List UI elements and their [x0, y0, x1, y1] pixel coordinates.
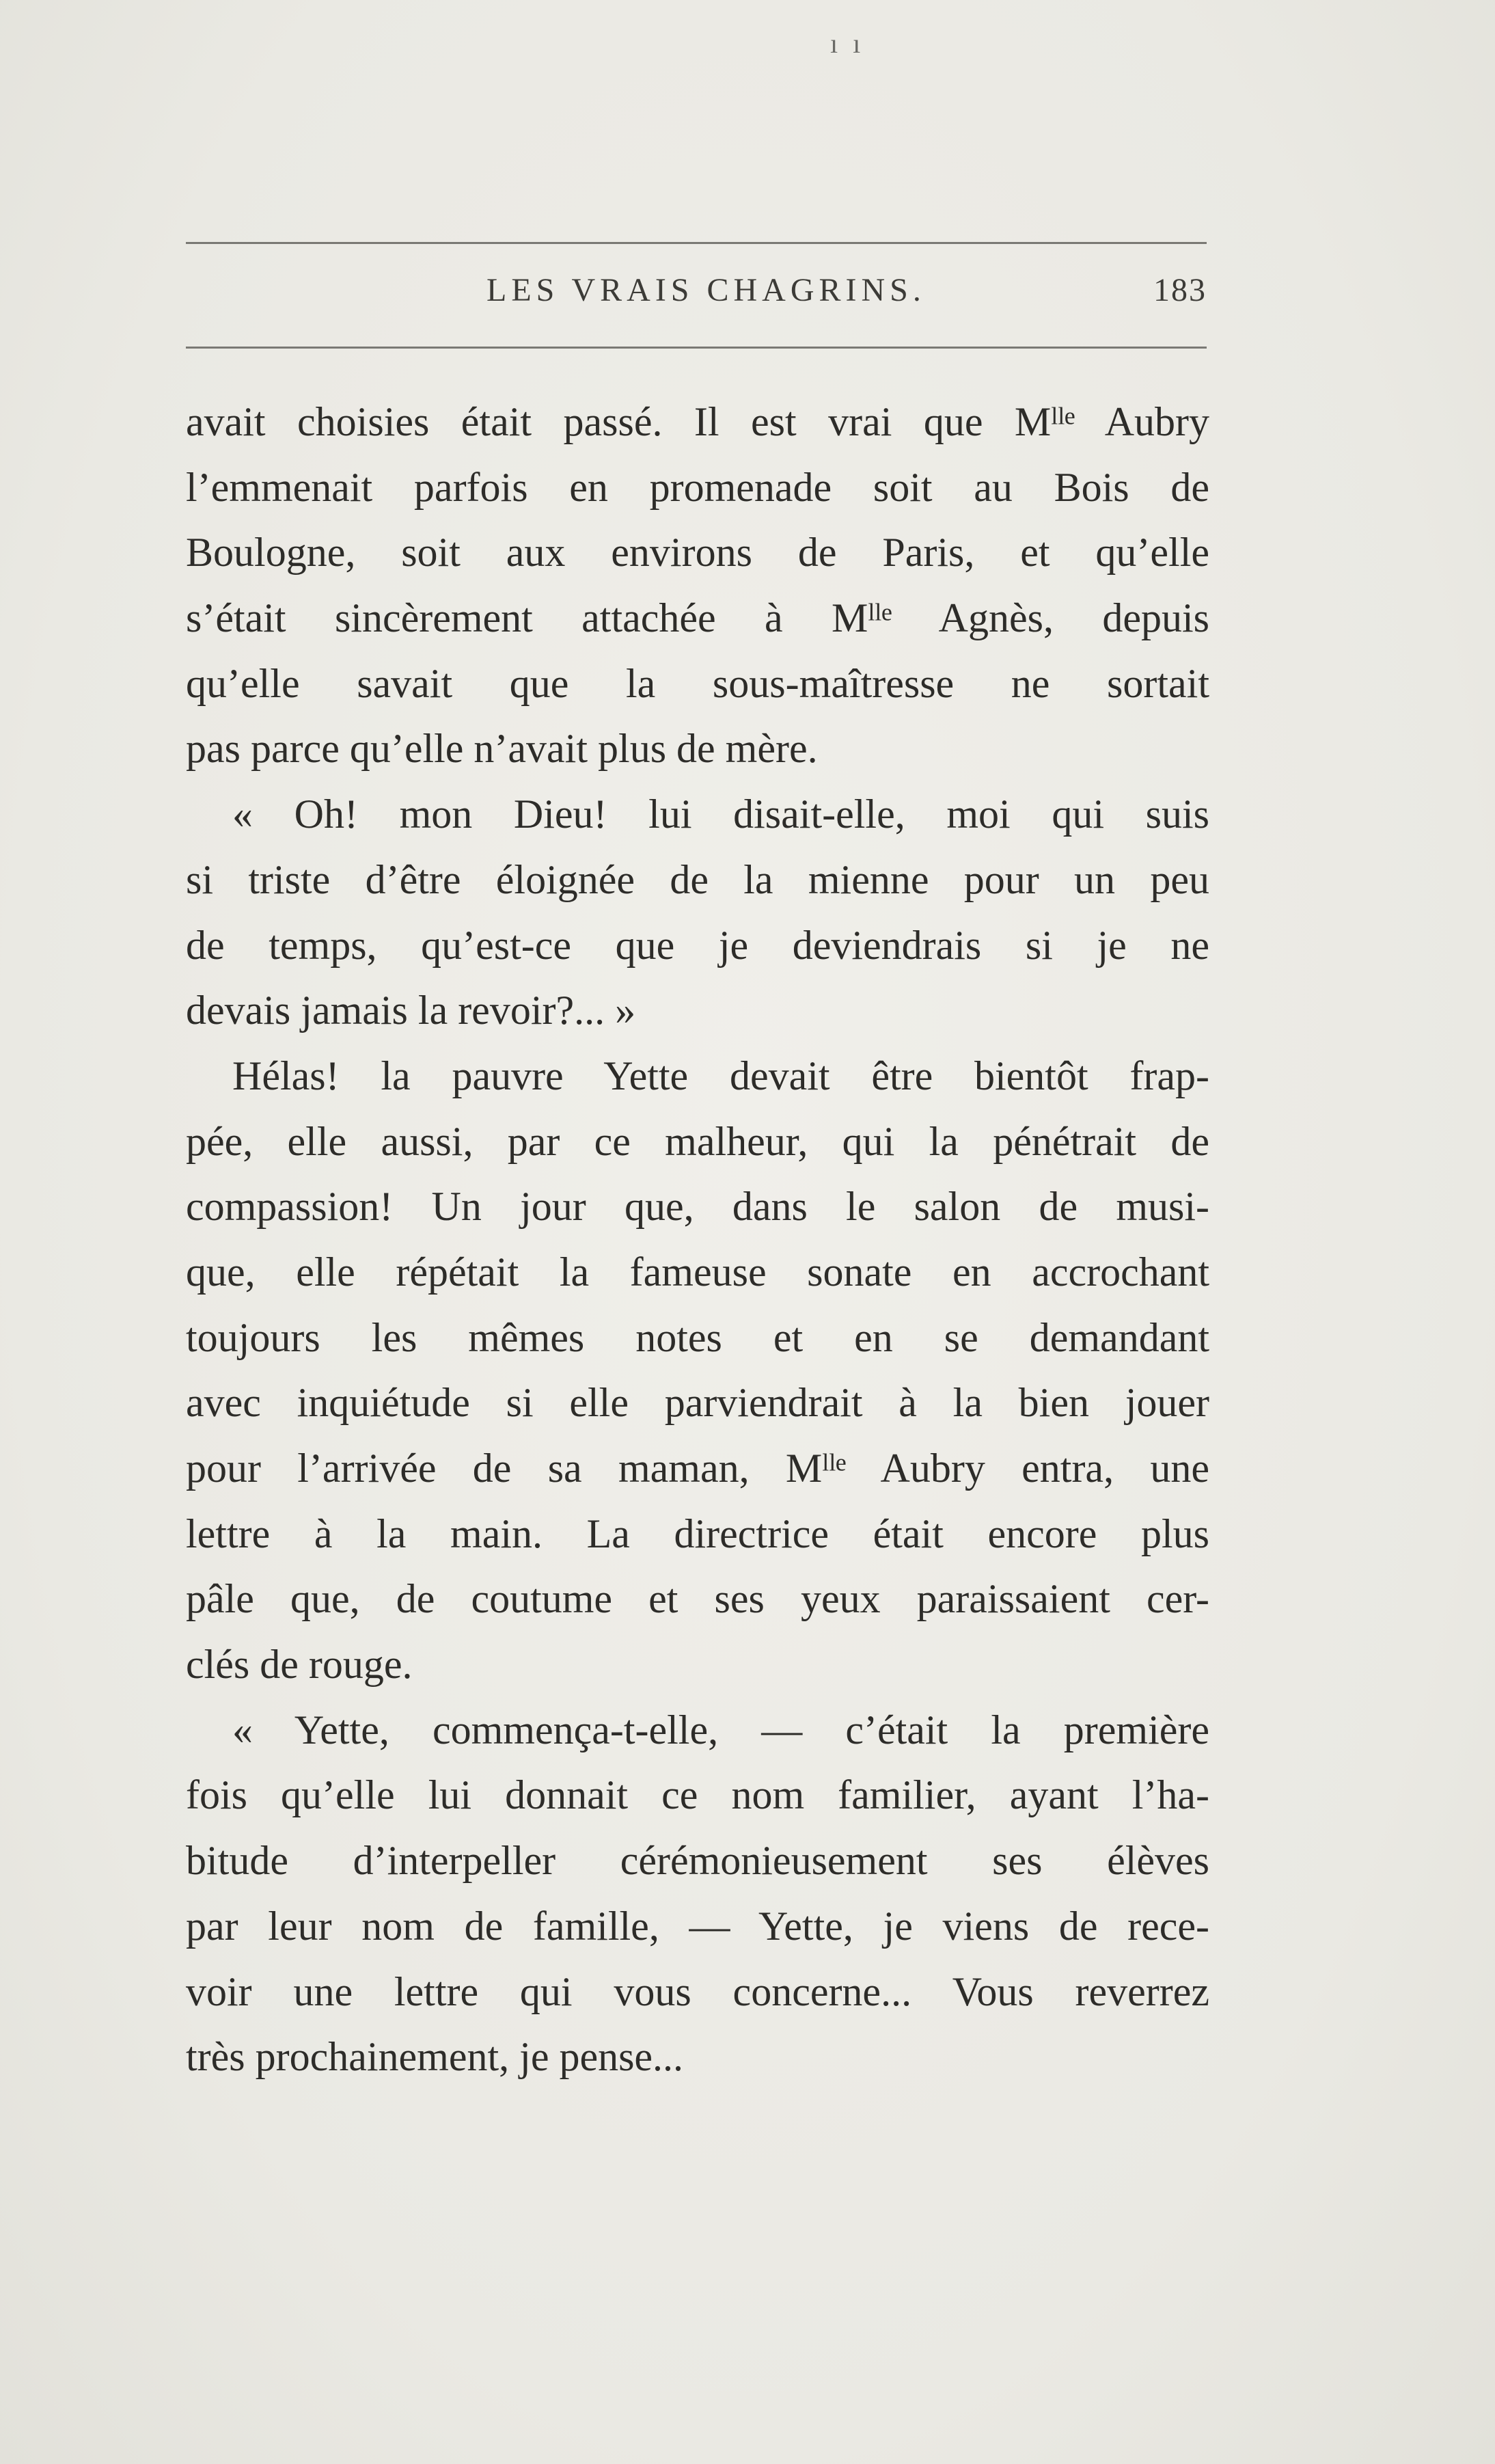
text-line: toujours les mêmes notes et en se demandant: [186, 1314, 1209, 1360]
text-line: avec inquiétude si elle parviendrait à la bien jouer: [186, 1380, 1209, 1426]
running-head: [186, 271, 1207, 319]
text-line: de temps, qu’est-ce que je deviendrais si je ne: [186, 922, 1209, 968]
text-line: « Oh! mon Dieu! lui disait-elle, moi qui suis: [232, 791, 1209, 837]
text-line: clés de rouge.: [186, 1642, 413, 1688]
text-line: que, elle répétait la fameuse sonate en accrochant: [186, 1249, 1209, 1295]
body-text: [186, 390, 1209, 2090]
text-line: pée, elle aussi, par ce malheur, qui la pénétrait de: [186, 1118, 1209, 1164]
page-number: 183: [1153, 272, 1207, 308]
header-rule-bottom: [186, 347, 1207, 349]
text-line: par leur nom de famille, — Yette, je viens de rece-: [186, 1903, 1209, 1949]
text-line: Boulogne, soit aux environs de Paris, et qu’elle: [186, 530, 1209, 576]
text-line: Hélas! la pauvre Yette devait être bientôt frap-: [232, 1053, 1209, 1098]
text-line: pas parce qu’elle n’avait plus de mère.: [186, 726, 818, 772]
text-line: fois qu’elle lui donnait ce nom familier, ayant l’ha-: [186, 1772, 1209, 1818]
text-line: bitude d’interpeller cérémonieusement ses élèves: [186, 1838, 1209, 1884]
text-line: pâle que, de coutume et ses yeux paraissaient cer-: [186, 1576, 1209, 1622]
header-rule-top: [186, 242, 1207, 244]
text-line: avait choisies était passé. Il est vrai que Mˡˡᵉ Aubry: [186, 399, 1209, 444]
text-line: qu’elle savait que la sous-maîtresse ne sortait: [186, 660, 1209, 706]
text-line: devais jamais la revoir?... »: [186, 988, 636, 1033]
text-line: pour l’arrivée de sa maman, Mˡˡᵉ Aubry entra, une: [186, 1446, 1209, 1491]
text-line: l’emmenait parfois en promenade soit au Bois de: [186, 464, 1209, 510]
text-line: s’était sincèrement attachée à Mˡˡᵉ Agnès, depuis: [186, 595, 1209, 641]
top-mark: ı ı: [830, 28, 865, 59]
text-line: compassion! Un jour que, dans le salon de musi-: [186, 1184, 1209, 1230]
text-line: si triste d’être éloignée de la mienne pour un peu: [186, 856, 1209, 902]
text-line: très prochainement, je pense...: [186, 2034, 684, 2080]
text-line: lettre à la main. La directrice était encore plus: [186, 1511, 1209, 1556]
text-line: « Yette, commença-t-elle, — c’était la première: [232, 1707, 1209, 1752]
running-title: LES VRAIS CHAGRINS.: [486, 272, 926, 308]
text-line: voir une lettre qui vous concerne... Vous reverrez: [186, 1968, 1209, 2014]
